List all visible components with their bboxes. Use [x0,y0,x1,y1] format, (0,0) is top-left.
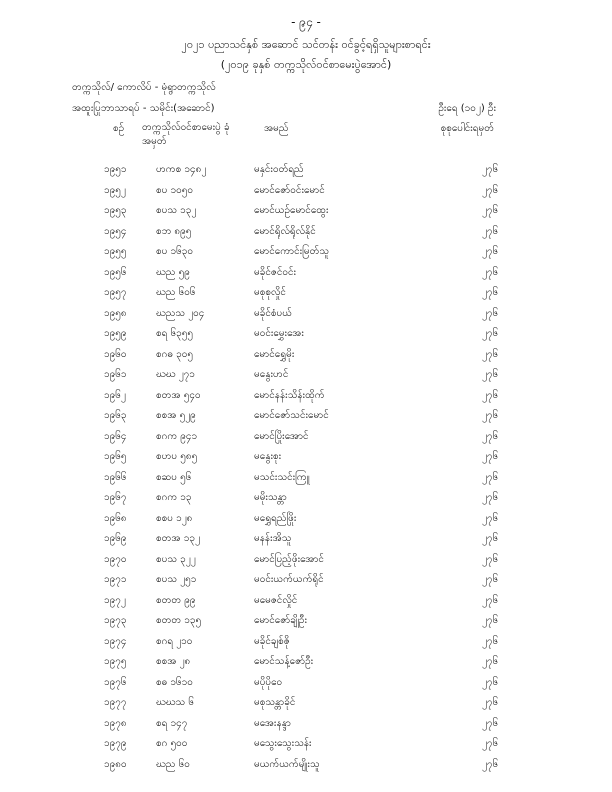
row-result: ၂၇၆ [482,574,499,585]
table-row [0,470,612,491]
row-reg: စပ ၁၀၅၀ [156,184,194,196]
row-result: ၂၇၆ [482,246,499,257]
row-reg: ဃည ၅၉ [156,266,190,278]
row-result: ၂၇၆ [482,492,499,503]
table-row [0,388,612,409]
table-row [0,429,612,450]
row-result: ၂၇၆ [482,287,499,298]
row-no: ၁၉၆၇ [104,492,127,503]
row-reg: ဃည ၆၀၆ [156,287,196,298]
row-reg: စတအ ၅၄၀ [156,389,201,401]
row-no: ၁၉၇၅ [104,656,127,667]
row-name: မောင်ကောင်းမြတ်သူ [254,246,330,257]
results-table [0,162,612,777]
row-result: ၂၇၆ [482,615,499,626]
table-row [0,183,612,204]
row-result: ၂၇၆ [482,410,499,421]
row-reg: စဓ ၁၆၁၀ [156,676,193,688]
table-row [0,347,612,368]
row-reg: စပ ၁၆၃၀ [156,246,194,257]
row-name: မဝင်းယက်ယက်ရိုင် [254,574,324,585]
row-name: မအေးနန္ဒာ [254,717,291,729]
row-name: မဝင်းမွှေးအေး [254,328,304,339]
table-row [0,285,612,306]
row-no: ၁၉၅၁ [104,164,127,175]
table-row [0,675,612,696]
row-name: မောင်ယဉ်မောင်ထွေး [254,205,329,216]
row-reg: စဂက ၁၃ [156,492,192,503]
row-name: မခိုင်စံပယ် [254,307,292,319]
row-no: ၁၉၆၆ [104,471,127,483]
row-name: မောင်ဇော်ချိုဦး [254,615,308,626]
row-name: မောင်ပြိုးအောင် [254,430,309,442]
row-no: ၁၉၆၃ [104,410,127,421]
row-reg: ဃည ၆၀ [156,758,190,770]
row-no: ၁၉၇၄ [104,635,127,647]
minimum-marks: ဦးရေ (၁၀၂) ဦး [438,103,496,114]
row-name: မယက်ယက်မျိုးသူ [254,758,320,770]
row-reg: စဂဓ ၃၀၅ [156,348,194,360]
row-result: ၂၇၆ [482,471,499,483]
table-row [0,162,612,183]
table-row [0,572,612,593]
row-reg: စရ ၁၄၇ [156,717,188,729]
row-no: ၁၉၅၉ [104,328,127,339]
row-reg: စတတ ၉၉ [156,594,196,606]
row-name: မမိုးသန္တာ [254,492,287,503]
row-result: ၂၇၆ [482,328,499,339]
column-header-no: စဉ် [113,123,125,134]
row-result: ၂၇၆ [482,697,499,708]
row-no: ၁၉၇၂ [104,594,126,606]
row-no: ၁၉၅၃ [104,205,127,216]
row-no: ၁၉၆၈ [104,512,127,524]
row-no: ၁၉၇၉ [104,738,127,749]
row-name: မောင်ဇော်ဝင်းမောင် [254,184,325,196]
table-row [0,326,612,347]
row-reg: ဃဃသ ၆ [156,697,194,708]
row-reg: စဂက ၉၄၁ [156,430,198,442]
row-result: ၂၇၆ [482,348,499,360]
row-name: မနန်းအိသူ [254,533,292,544]
row-no: ၁၉၅၂ [104,184,126,196]
row-no: ၁၉၅၆ [104,266,127,278]
row-name: မစုသန္တာခိုင် [254,697,296,708]
row-reg: စရ ၆၃၅၅ [156,328,194,339]
row-result: ၂၇၆ [482,164,499,175]
row-name: မသွေးသွေးသန်း [254,738,312,749]
row-result: ၂၇၆ [482,594,499,606]
row-name: မောင်နန်းသိန်းထိုက် [254,389,325,401]
row-no: ၁၉၆၄ [104,430,127,442]
row-result: ၂၇၆ [482,656,499,667]
column-header-reg: တက္ကသိုလ်ဝင်စာမေးပွဲ ခုံအမှတ် [142,122,230,147]
row-name: မနွေးဟင် [254,369,289,380]
row-result: ၂၇၆ [482,430,499,442]
row-result: ၂၇၆ [482,533,499,544]
table-row [0,531,612,552]
row-reg: စပသ ၁၃၂ [156,205,197,216]
row-no: ၁၉၅၇ [104,287,127,298]
row-name: မရွှေရည်ဖြိုး [254,512,297,524]
column-header-name: အမည် [264,123,289,134]
table-row [0,716,612,737]
row-no: ၁၉၇၇ [104,697,127,708]
column-header-result: စုစုပေါင်းရမှတ် [440,123,494,134]
row-no: ၁၉၅၅ [104,246,127,257]
row-no: ၁၉၈၀ [104,758,127,770]
table-row [0,695,612,716]
row-result: ၂၇၆ [482,738,499,749]
document-title: ၂၀၂၁ ပညာသင်နှစ် အဆောင် သင်တန်း ဝင်ခွင့်ရရှိသူများစာရင်း [181,38,431,51]
row-result: ၂၇၆ [482,635,499,647]
row-no: ၁၉၇၆ [104,676,127,688]
table-row [0,654,612,675]
table-row [0,634,612,655]
row-no: ၁၉၆၁ [104,369,127,380]
row-reg: စစအ ၂၈ [156,656,191,667]
table-row [0,244,612,265]
row-name: မောင်ပြည့်ဖိုးအောင် [254,553,324,565]
row-name: မခိုင်ချစ်ဇို [254,635,290,647]
row-result: ၂၇၆ [482,553,499,565]
row-result: ၂၇၆ [482,184,499,196]
row-no: ၁၉၇၈ [104,717,127,729]
table-row [0,306,612,327]
table-row [0,265,612,286]
row-result: ၂၇၆ [482,205,499,216]
row-result: ၂၇၆ [482,717,499,729]
table-row [0,367,612,388]
table-row [0,224,612,245]
row-no: ၁၉၆၂ [104,389,126,401]
table-row [0,736,612,757]
row-reg: စဟပ ၅၈၅ [156,451,198,462]
page-number: - ၉၄ - [291,15,321,29]
row-name: မောင်သန့်ဇော်ဦး [254,656,314,667]
row-reg: စစပ ၁၂၈ [156,512,193,524]
row-reg: စဂရ ၂၁၀ [156,635,193,647]
table-row [0,449,612,470]
row-name: မမေဇင်လှိုင် [254,594,298,606]
row-result: ၂၇၆ [482,225,499,237]
row-name: မသင်းသင်းကြူ [254,471,310,483]
table-row [0,552,612,573]
row-reg: ဟကစ ၁၄၈၂ [156,164,207,175]
row-result: ၂၇၆ [482,389,499,401]
table-row [0,757,612,778]
row-no: ၁၉၅၄ [104,225,127,237]
table-row [0,593,612,614]
table-row [0,511,612,532]
table-row [0,490,612,511]
row-reg: စပသ ၂၅၁ [156,574,197,585]
row-result: ၂၇၆ [482,307,499,319]
row-result: ၂၇၆ [482,451,499,462]
row-reg: စဆပ ၅၆ [156,471,192,483]
row-reg: စတအ ၁၃၂ [156,533,200,544]
row-no: ၁၉၇၃ [104,615,127,626]
row-name: မပိုပိုဝေ [254,676,283,688]
row-result: ၂၇၆ [482,758,499,770]
row-name: မောင်ရိုလ်ရိုလ်နိုင် [254,225,316,237]
row-reg: စပသ ၃၂၂ [156,553,196,565]
row-name: မခိုင်ဇင်ဝင်း [254,266,297,278]
row-reg: ဃဃ ၂၇၁ [156,369,195,380]
row-name: မစုစုလှိုင် [254,287,286,298]
document-subtitle: (၂၀၁၉ ခုနှစ် တက္ကသိုလ်ဝင်စာမေးပွဲအောင်) [220,58,392,71]
row-no: ၁၉၆၅ [104,451,127,462]
row-result: ၂၇၆ [482,676,499,688]
row-result: ၂၇၆ [482,266,499,278]
row-name: မောင်ရွှေမိုး [254,348,295,360]
row-reg: စတတ ၁၃၅ [156,615,202,626]
subject-line: အထူးပြုဘာသာရပ် - သမိုင်း(အဆောင်) [72,103,215,114]
row-name: မနှင်းဝတ်ရည် [254,164,304,175]
row-no: ၁၉၆၀ [104,348,127,360]
row-no: ၁၉၇၀ [104,553,127,565]
table-row [0,613,612,634]
table-row [0,408,612,429]
row-result: ၂၇၆ [482,512,499,524]
row-reg: ဃညသ ၂၀၄ [156,307,205,319]
row-no: ၁၉၆၉ [104,533,127,544]
table-row [0,203,612,224]
row-name: မောင်ဇော်သင်းမောင် [254,410,329,421]
university-line: တက္ကသိုလ်/ ကောလိပ် - မုံရွာတက္ကသိုလ် [72,82,216,93]
row-reg: စဂ ၅၀၀ [156,738,188,749]
row-result: ၂၇၆ [482,369,499,380]
row-name: မနွေးစုး [254,451,282,462]
row-reg: စဘ ၈၉၅ [156,225,192,237]
row-no: ၁၉၅၈ [104,307,127,319]
row-no: ၁၉၇၁ [104,574,127,585]
row-reg: စစအ ၅၂၉ [156,410,196,421]
